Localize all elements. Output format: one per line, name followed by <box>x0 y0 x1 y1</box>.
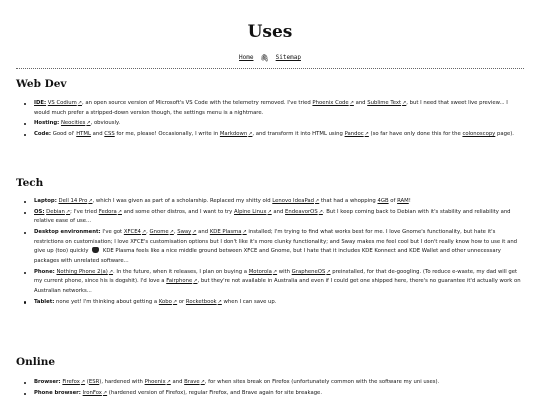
external-link-icon: ↗ <box>141 229 147 236</box>
list-item-laptop: Laptop: Dell 14 Pro↗, which I was given as part of a scholarship. Replaced my shitty old Lenovo IdeaPad↗ that had a whopping 4GB of RAM! <box>34 197 524 207</box>
list-item-phone-browser: Phone browser: IronFox↗ (hardened version of Firefox), regular Firefox, and Brave again for site breakage. <box>34 389 524 399</box>
link-sway[interactable]: Sway↗ <box>177 229 197 236</box>
tech-list <box>16 197 524 308</box>
external-link-icon: ↗ <box>172 298 178 305</box>
link-kde-plasma[interactable]: KDE Plasma↗ <box>209 229 247 236</box>
section-heading-tech: Tech <box>16 177 44 189</box>
list-item-phone: Phone: Nothing Phone 2(a)↗. In the future, when it releases, I plan on buying a Motorola↗ with GrapheneOS↗ preinstalled, for that de-googling. (To reduce e-waste, my dad will get my current phone, since his is dogshit). I'd love a Fairphone↗, but they're not available in Australia and even if I could get one shipped here, there's no guarantee it'd actually work on Australian networks... <box>34 268 524 297</box>
external-link-icon: ↗ <box>402 100 407 106</box>
top-nav <box>0 53 540 63</box>
external-link-icon: ↗ <box>272 268 278 275</box>
page-title: Uses <box>247 22 293 42</box>
item-label: Phone browser: <box>34 389 81 396</box>
link-debian[interactable]: Debian↗ <box>46 208 71 215</box>
link-colonoscopy[interactable]: colonoscopy <box>462 131 496 138</box>
external-link-icon: ↗ <box>217 298 222 305</box>
external-link-icon: ↗ <box>193 278 198 285</box>
list-item-tablet: Tablet: none yet! I'm thinking about getting a Kobo↗ or Rocketbook↗ when I can save up. <box>34 298 524 308</box>
section-heading-online: Online <box>16 356 56 368</box>
link-pandoc[interactable]: Pandoc↗ <box>344 131 369 138</box>
external-link-icon: ↗ <box>318 208 323 215</box>
link-neocities[interactable]: Neocities↗ <box>60 120 91 127</box>
external-link-icon: ↗ <box>364 131 369 138</box>
external-link-icon: ↗ <box>77 100 82 106</box>
nav-sitemap-link[interactable]: Sitemap <box>275 54 301 61</box>
section-heading-webdev: Web Dev <box>16 78 67 90</box>
link-firefox[interactable]: Firefox↗ <box>62 379 86 385</box>
external-link-icon: ↗ <box>315 198 320 204</box>
list-item-hosting: Hosting: Neocities↗, obviously. <box>34 119 524 129</box>
item-label: OS: <box>34 208 45 215</box>
nav-home-link[interactable]: Home <box>239 54 254 61</box>
cat-emoji-icon <box>92 247 99 253</box>
link-kobo[interactable]: Kobo↗ <box>158 298 178 305</box>
link-motorola[interactable]: Motorola↗ <box>248 268 278 275</box>
external-link-icon: ↗ <box>102 389 108 396</box>
paperclip-icon: 🖇 <box>260 54 270 62</box>
item-label: Tablet: <box>34 298 55 305</box>
list-item-code: Code: Good ol' HTML and CSS for me, please! Occasionally, I write in Markdown↗, and transform it into HTML using Pandoc↗ (so far have only done this for the colonoscopy page). <box>34 130 524 140</box>
external-link-icon: ↗ <box>326 268 331 275</box>
link-dell-14-pro[interactable]: Dell 14 Pro↗ <box>58 198 93 204</box>
link-vscodium[interactable]: VS Codium↗ <box>47 100 82 106</box>
item-label: Laptop: <box>34 198 57 204</box>
external-link-icon: ↗ <box>117 208 122 215</box>
webdev-list <box>16 99 524 141</box>
link-gnome[interactable]: Gnome↗ <box>149 229 174 236</box>
divider <box>16 68 524 69</box>
list-item-ide: IDE: VS Codium↗, an open source version of Microsoft's VS Code with the telemetry removed. I've tried Phoenix Code↗ and Sublime Text↗, but I need that sweet live preview... I would much prefer a stripped-down version though, the settings menu is a nightmare. <box>34 99 524 118</box>
external-link-icon: ↗ <box>166 379 171 385</box>
external-link-icon: ↗ <box>169 229 174 236</box>
list-item-desktop: Desktop environment: I've got XFCE4↗, Gnome↗, Sway↗ and KDE Plasma↗ installed; I'm trying to find what works best for me. I love Gnome's functionality, but hate it's restrictions on customisation; I love XFCE's customisation options but I don't like it's more clunky functionality; and Sway makes me feel cool but I don't really know how to use it and give up (too) quickly KDE Plasma feels like a nice middle ground between XFCE and Gnome, but I hate that it includes KDE Konnect and KDE Wallet and other unnecessary packages with unrelated software... <box>34 228 524 266</box>
link-phoenix-code[interactable]: Phoenix Code↗ <box>312 100 354 106</box>
external-link-icon: ↗ <box>65 208 71 215</box>
external-link-icon: ↗ <box>248 131 253 138</box>
link-xfce4[interactable]: XFCE4↗ <box>123 229 147 236</box>
link-nothing-phone[interactable]: Nothing Phone 2(a)↗ <box>56 268 114 275</box>
link-alpine-linux[interactable]: Alpine Linux↗ <box>233 208 272 215</box>
link-endeavoros[interactable]: EndeavorOS↗ <box>285 208 323 215</box>
link-ram[interactable]: RAM <box>397 198 409 204</box>
item-label: IDE: <box>34 100 47 106</box>
link-esr[interactable]: ESR <box>88 379 100 385</box>
link-sublime-text[interactable]: Sublime Text↗ <box>367 100 407 106</box>
external-link-icon: ↗ <box>108 268 114 275</box>
link-fedora[interactable]: Fedora↗ <box>98 208 122 215</box>
list-item-os: OS: Debian↗; I've tried Fedora↗ and some other distros, and I want to try Alpine Linux↗ and EndeavorOS↗. But I keep coming back to Debian with it's stability and reliability and relative ease of use... <box>34 208 524 227</box>
link-brave[interactable]: Brave↗ <box>184 379 205 385</box>
external-link-icon: ↗ <box>88 198 93 204</box>
item-label: Hosting: <box>34 120 60 127</box>
item-label: Code: <box>34 131 52 138</box>
external-link-icon: ↗ <box>242 229 247 236</box>
external-link-icon: ↗ <box>267 208 272 215</box>
external-link-icon: ↗ <box>200 379 205 385</box>
external-link-icon: ↗ <box>349 100 354 106</box>
external-link-icon: ↗ <box>80 379 86 385</box>
item-label: Phone: <box>34 268 55 275</box>
external-link-icon: ↗ <box>192 229 197 236</box>
link-phoenix[interactable]: Phoenix↗ <box>144 379 171 385</box>
link-4gb[interactable]: 4GB <box>377 198 389 204</box>
link-markdown[interactable]: Markdown↗ <box>219 131 253 138</box>
external-link-icon: ↗ <box>86 120 91 127</box>
link-rocketbook[interactable]: Rocketbook↗ <box>185 298 222 305</box>
link-ironfox[interactable]: IronFox↗ <box>82 389 108 396</box>
list-item-browser: Browser: Firefox↗ (ESR), hardened with Phoenix↗ and Brave↗, for when sites break on Firefox (unfortunately common with the software my uni uses). <box>34 378 524 388</box>
link-css[interactable]: CSS <box>104 131 115 138</box>
item-label: Desktop environment: <box>34 229 101 236</box>
link-fairphone[interactable]: Fairphone↗ <box>166 278 198 285</box>
item-label: Browser: <box>34 379 61 385</box>
link-html[interactable]: HTML <box>76 131 91 138</box>
link-lenovo-ideapad[interactable]: Lenovo IdeaPad↗ <box>272 198 320 204</box>
online-list <box>16 378 524 400</box>
link-grapheneos[interactable]: GrapheneOS↗ <box>291 268 331 275</box>
